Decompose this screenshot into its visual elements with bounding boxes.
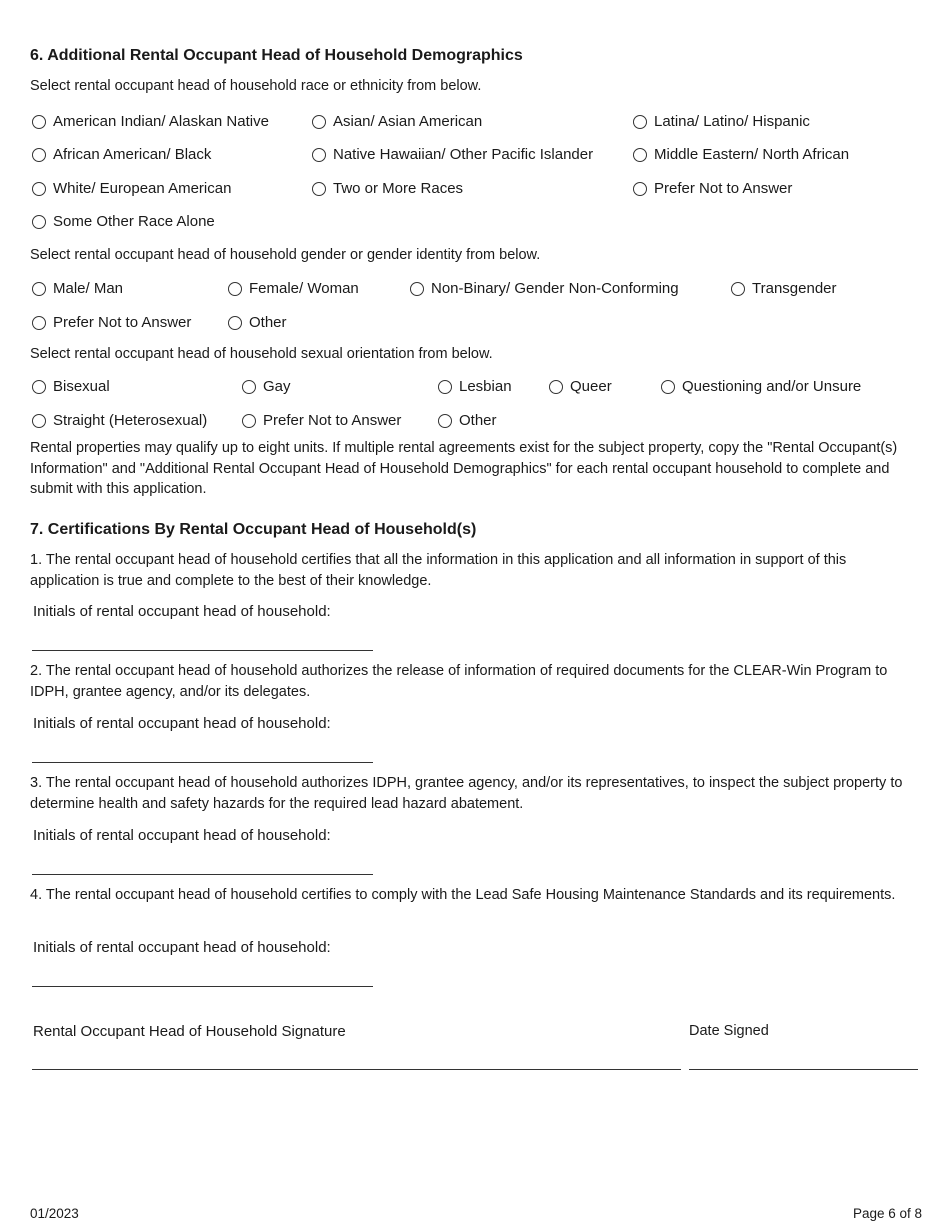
radio-circle-icon[interactable] [410,282,424,296]
radio-circle-icon[interactable] [312,182,326,196]
multiple-rental-note: Rental properties may qualify up to eight units. If multiple rental agreements exist for the subject property, copy the "Rental Occupant(s) Information" and "Additional Rental Occupant Head of Household Demographics" for each rental occupant household to complete and submit with this application. [30,440,898,497]
radio-circle-icon[interactable] [549,380,563,394]
footer-revision: 01/2023 [30,1206,79,1221]
radio-circle-icon[interactable] [633,115,647,129]
radio-circle-icon[interactable] [32,282,46,296]
radio-circle-icon[interactable] [633,148,647,162]
certification-2-initials-label: Initials of rental occupant head of household: [33,715,331,732]
gender-option-non-binary[interactable]: Non-Binary/ Gender Non-Conforming [410,280,679,297]
certification-4-initials-field[interactable] [32,986,373,987]
race-option-native-hawaiian[interactable]: Native Hawaiian/ Other Pacific Islander [312,146,593,163]
certification-3-initials-label: Initials of rental occupant head of household: [33,827,331,844]
radio-circle-icon[interactable] [242,380,256,394]
race-option-latino[interactable]: Latina/ Latino/ Hispanic [633,113,810,130]
radio-circle-icon[interactable] [661,380,675,394]
race-option-middle-eastern[interactable]: Middle Eastern/ North African [633,146,849,163]
radio-circle-icon[interactable] [32,115,46,129]
certification-4-initials-label: Initials of rental occupant head of household: [33,939,331,956]
radio-circle-icon[interactable] [32,182,46,196]
race-option-prefer-not[interactable]: Prefer Not to Answer [633,180,792,197]
radio-circle-icon[interactable] [32,215,46,229]
radio-circle-icon[interactable] [32,380,46,394]
footer-page-number: Page 6 of 8 [852,1206,922,1221]
orientation-option-lesbian[interactable]: Lesbian [438,378,512,395]
radio-circle-icon[interactable] [438,380,452,394]
certification-1-initials-label: Initials of rental occupant head of household: [33,603,331,620]
radio-circle-icon[interactable] [312,148,326,162]
race-option-african-american[interactable]: African American/ Black [32,146,211,163]
race-option-white[interactable]: White/ European American [32,180,231,197]
radio-circle-icon[interactable] [633,182,647,196]
orientation-option-other[interactable]: Other [438,412,497,429]
radio-circle-icon[interactable] [312,115,326,129]
gender-option-male[interactable]: Male/ Man [32,280,123,297]
radio-circle-icon[interactable] [32,414,46,428]
radio-circle-icon[interactable] [228,316,242,330]
gender-option-other[interactable]: Other [228,314,287,331]
signature-label: Rental Occupant Head of Household Signature [33,1023,346,1040]
signature-field[interactable] [32,1069,681,1070]
date-signed-field[interactable] [689,1069,918,1070]
orientation-prompt: Select rental occupant head of household sexual orientation from below. [30,346,493,362]
radio-circle-icon[interactable] [731,282,745,296]
race-prompt: Select rental occupant head of household race or ethnicity from below. [30,78,482,94]
certification-4-text: 4. The rental occupant head of household certifies to comply with the Lead Safe Housing Maintenance Standards and its requirements. [30,887,896,903]
certification-3-initials-field[interactable] [32,874,373,875]
orientation-option-questioning[interactable]: Questioning and/or Unsure [661,378,861,395]
certification-2-text: 2. The rental occupant head of household authorizes the release of information of required documents for the CLEAR-Win Program to IDPH, grantee agency, and/or its delegates. [30,663,888,700]
race-option-american-indian[interactable]: American Indian/ Alaskan Native [32,113,269,130]
orientation-option-bisexual[interactable]: Bisexual [32,378,110,395]
race-option-asian[interactable]: Asian/ Asian American [312,113,482,130]
gender-prompt: Select rental occupant head of household gender or gender identity from below. [30,247,541,263]
certification-2-initials-field[interactable] [32,762,373,763]
radio-circle-icon[interactable] [438,414,452,428]
orientation-option-queer[interactable]: Queer [549,378,612,395]
section-7-title: 7. Certifications By Rental Occupant Head of Household(s) [30,521,477,538]
orientation-option-prefer-not[interactable]: Prefer Not to Answer [242,412,401,429]
certification-1-initials-field[interactable] [32,650,373,651]
radio-circle-icon[interactable] [242,414,256,428]
race-option-two-or-more[interactable]: Two or More Races [312,180,463,197]
gender-option-female[interactable]: Female/ Woman [228,280,359,297]
radio-circle-icon[interactable] [228,282,242,296]
certification-3-text: 3. The rental occupant head of household authorizes IDPH, grantee agency, and/or its representatives, to inspect the subject property to determine health and safety hazards for the required lead hazard abatement. [30,775,903,812]
orientation-option-gay[interactable]: Gay [242,378,291,395]
gender-option-transgender[interactable]: Transgender [731,280,837,297]
gender-option-prefer-not[interactable]: Prefer Not to Answer [32,314,191,331]
race-option-some-other[interactable]: Some Other Race Alone [32,213,215,230]
section-6-title: 6. Additional Rental Occupant Head of Household Demographics [30,47,523,64]
radio-circle-icon[interactable] [32,316,46,330]
radio-circle-icon[interactable] [32,148,46,162]
certification-1-text: 1. The rental occupant head of household certifies that all the information in this application and all information in support of this application is true and complete to the best of their knowledge. [30,552,847,589]
orientation-option-straight[interactable]: Straight (Heterosexual) [32,412,207,429]
date-signed-label: Date Signed [689,1023,769,1039]
